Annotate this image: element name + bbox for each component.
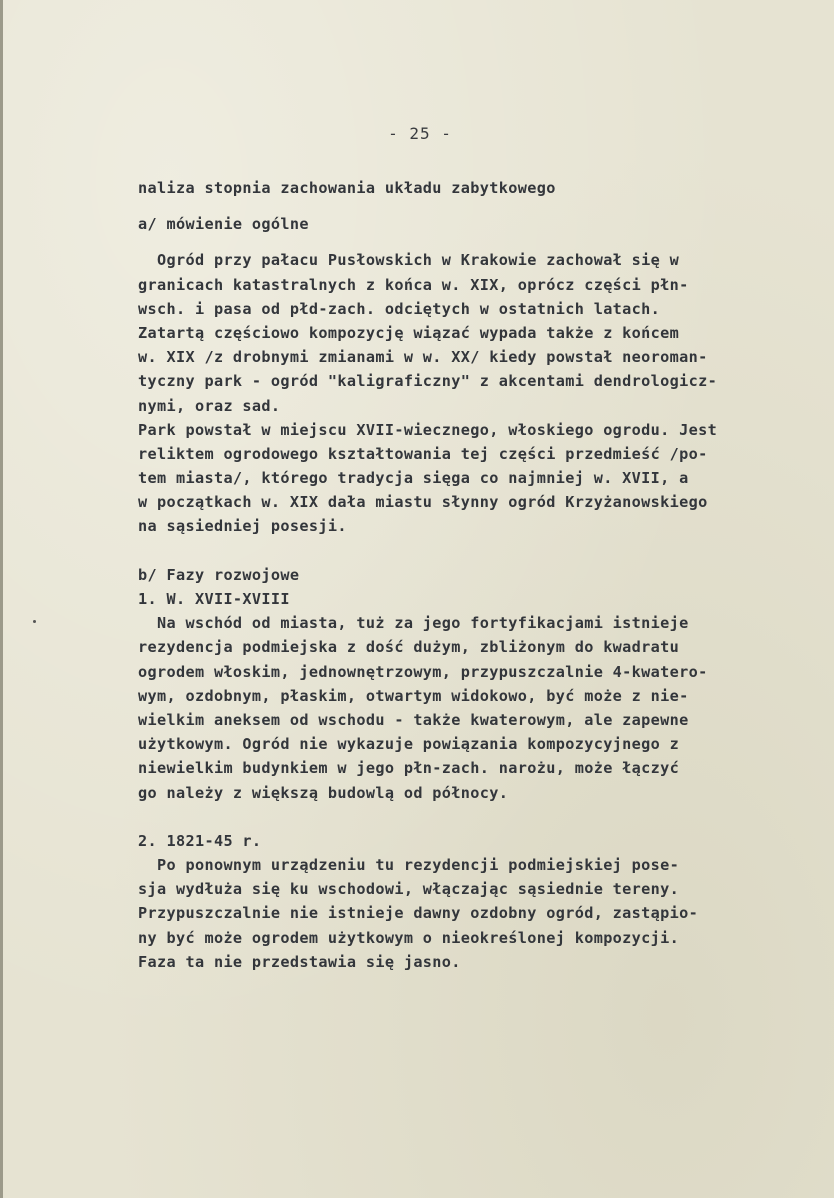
text-line: Ogród przy pałacu Pusłowskich w Krakowie zachował się w	[138, 251, 680, 270]
document-body	[138, 176, 778, 974]
text-line: wsch. i pasa od płd-zach. odciętych w ostatnich latach.	[138, 299, 661, 318]
text-line: sja wydłuża się ku wschodowi, włączając sąsiednie tereny.	[138, 880, 680, 899]
phase-1-text	[138, 611, 778, 805]
page-number: - 25 -	[388, 124, 452, 143]
phase-2-title: 2. 1821-45 r.	[138, 831, 262, 850]
subsection-a-text	[138, 248, 778, 538]
text-line: niewielkim budynkiem w jego płn-zach. narożu, może łączyć	[138, 759, 680, 778]
text-line: w. XIX /z drobnymi zmianami w w. XX/ kiedy powstał neoroman-	[138, 348, 708, 367]
text-line: Park powstał w miejscu XVII-wiecznego, włoskiego ogrodu. Jest	[138, 420, 718, 439]
text-line: wym, ozdobnym, płaskim, otwartym widokowo, być może z nie-	[138, 686, 689, 705]
text-line: wielkim aneksem od wschodu - także kwaterowym, ale zapewne	[138, 710, 689, 729]
text-line: Na wschód od miasta, tuż za jego fortyfikacjami istnieje	[138, 614, 689, 633]
text-line: użytkowym. Ogród nie wykazuje powiązania kompozycyjnego z	[138, 735, 680, 754]
phase-1-title: 1. W. XVII-XVIII	[138, 590, 290, 608]
subsection-a-title: a/ mówienie ogólne	[138, 215, 309, 234]
text-line: ny być może ogrodem użytkowym o nieokreślonej kompozycji.	[138, 928, 680, 947]
punch-mark	[33, 620, 36, 623]
text-line: reliktem ogrodowego kształtowania tej części przedmieść /po-	[138, 444, 708, 463]
text-line: Przypuszczalnie nie istnieje dawny ozdobny ogród, zastąpio-	[138, 904, 699, 923]
text-line: Zatartą częściowo kompozycję wiązać wypada także z końcem	[138, 323, 680, 342]
text-line: tem miasta/, którego tradycja sięga co najmniej w. XVII, a	[138, 469, 689, 488]
section-heading: naliza stopnia zachowania układu zabytkowego	[138, 179, 556, 197]
text-line: ogrodem włoskim, jednownętrzowym, przypuszczalnie 4-kwatero-	[138, 662, 708, 681]
subsection-b-title: b/ Fazy rozwojowe	[138, 565, 300, 584]
text-line: granicach katastralnych z końca w. XIX, oprócz części płn-	[138, 275, 689, 294]
text-line: nymi, oraz sad.	[138, 396, 281, 415]
text-line: rezydencja podmiejska z dość dużym, zbliżonym do kwadratu	[138, 638, 680, 657]
text-line: tyczny park - ogród "kaligraficzny" z akcentami dendrologicz-	[138, 372, 718, 391]
phase-2-text	[138, 853, 778, 974]
text-line: na sąsiedniej posesji.	[138, 517, 347, 536]
text-line: Po ponownym urządzeniu tu rezydencji podmiejskiej pose-	[138, 856, 680, 875]
text-line: Faza ta nie przedstawia się jasno.	[138, 952, 461, 971]
text-line: go należy z większą budowlą od północy.	[138, 783, 509, 802]
text-line: w początkach w. XIX dała miastu słynny ogród Krzyżanowskiego	[138, 493, 708, 512]
